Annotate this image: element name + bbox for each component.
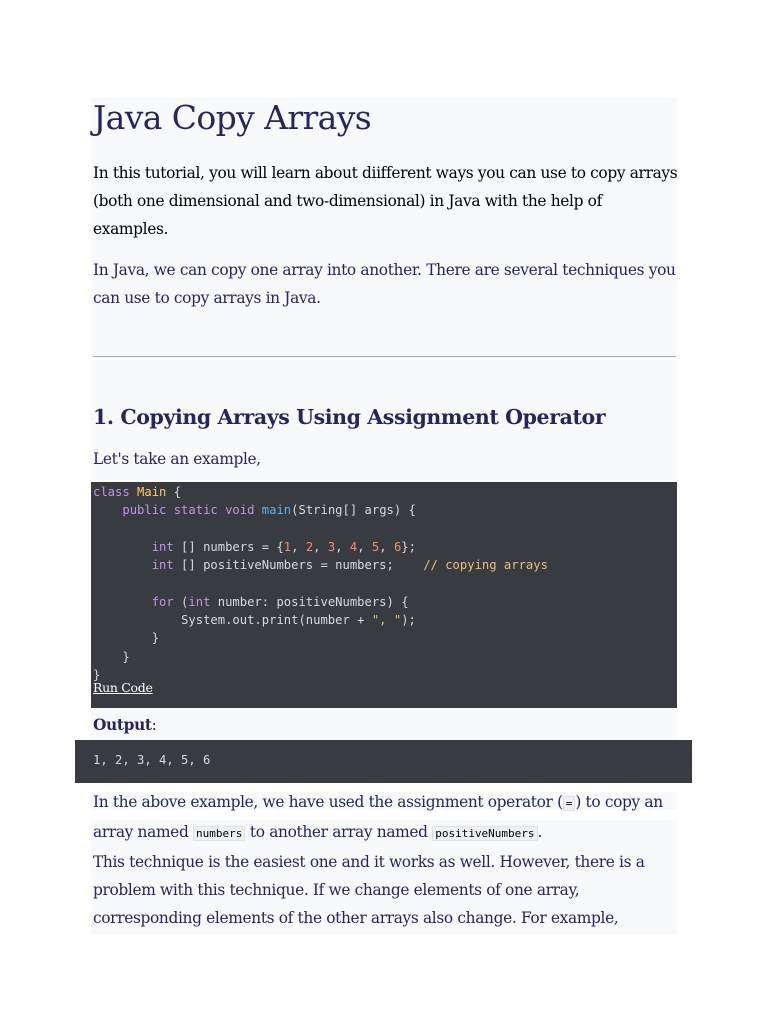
overview-paragraph: In Java, we can copy one array into another. There are several techniques you can use to copy arrays in Java. [93,261,676,307]
output-label-background [91,708,677,740]
section-divider [93,356,676,357]
numbers-code: numbers [193,826,245,841]
output-text: 1, 2, 3, 4, 5, 6 [93,753,211,767]
run-code-link[interactable]: Run Code [93,680,153,695]
code-line-8: System.out.print(number + ", "); [181,613,416,628]
code-line-5: int [] positiveNumbers = numbers; // copying arrays [151,558,548,573]
output-block [75,740,692,783]
page-title: Java Copy Arrays [93,98,372,137]
code-line-9: } [151,631,160,646]
positive-numbers-code: positiveNumbers [432,826,537,841]
code-line-2: public static void main(String[] args) { [122,503,416,518]
code-line-1: class Main { [93,485,182,499]
code-block [91,482,677,708]
example-lead: Let's take an example, [93,450,261,468]
code-line-4: int [] numbers = {1, 2, 3, 4, 5, 6}; [151,539,416,554]
code-line-10: } [122,649,130,664]
operator-code: = [563,796,576,811]
explanation-paragraph: In the above example, we have used the assignment operator ( = ) to copy an array named numbers to another array named positiveNumbers . This technique is the easiest one and it works as well. However, there is a problem with this technique. If we change elements of one array, corresponding elements of the other arrays also change. For example, [93,793,663,927]
explanation-continued: This technique is the easiest one and it works as well. However, there is a problem with this technique. If we change elements of one array, corresponding elements of the other arrays also change. For example, [93,853,645,927]
intro-paragraph: In this tutorial, you will learn about diifferent ways you can use to copy arrays (both one dimensional and two-dimensional) in Java with the help of examples. [93,164,678,238]
section-heading: 1. Copying Arrays Using Assignment Operator [93,405,606,429]
code-line-7: for (int number: positiveNumbers) { [151,594,409,609]
code-line-11: } [93,667,101,682]
output-label: Output: [93,716,157,734]
code-listing [93,483,548,684]
